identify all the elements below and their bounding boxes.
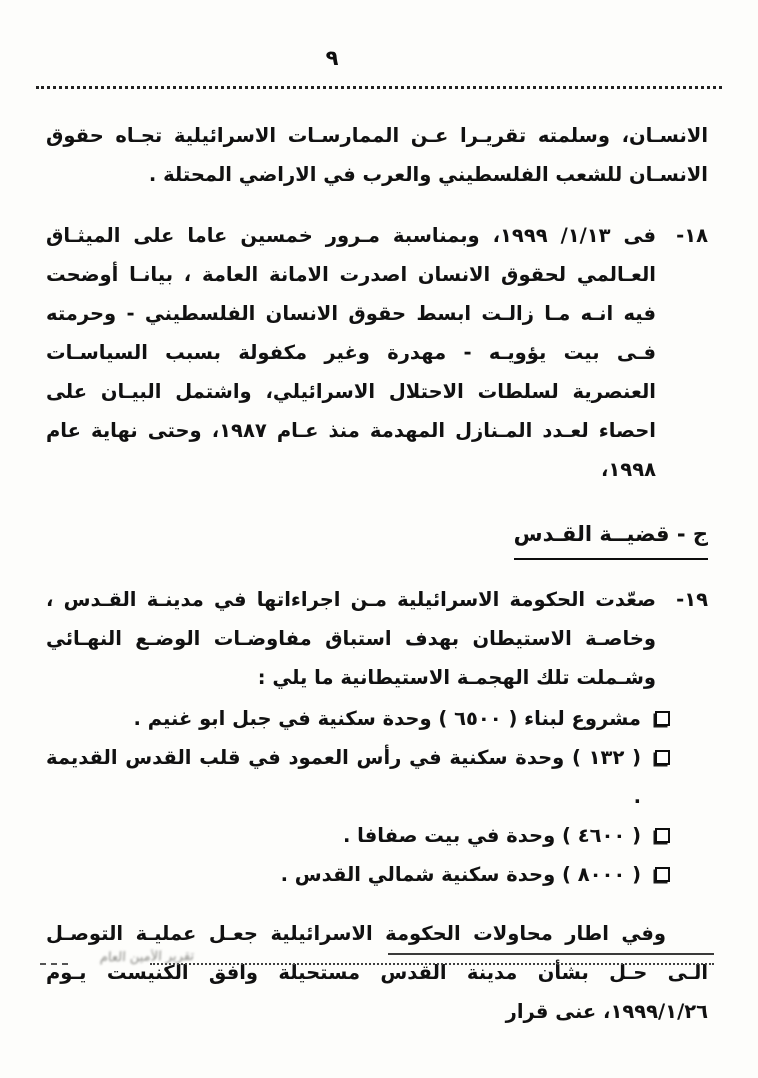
top-divider-rule: [36, 86, 722, 89]
bullet-list: [46, 699, 708, 894]
footer-stamp-text: تقرير الأمين العام: [99, 948, 195, 966]
square-bullet-icon: [655, 711, 670, 726]
paragraph-intro: الانسـان، وسلمته تقريـرا عـن الممارسـات الاسرائيلية تجـاه حقوق الانسـان للشعب الفلسطيني والعرب في الاراضي المحتلة .: [46, 124, 708, 186]
list-item: [46, 855, 670, 894]
list-item: [46, 699, 670, 738]
list-item: [46, 816, 670, 855]
numbered-item-19: [46, 580, 708, 697]
section-heading-jerusalem: ج - قضيــة القـدس: [514, 515, 708, 560]
square-bullet-icon: [655, 867, 670, 882]
item-18-marker: ١٨-: [676, 224, 708, 247]
paragraph-closing: وفي اطار محاولات الحكومة الاسرائيلية جعـل عمليـة التوصـل الـى حـل بشأن مدينة القدس مستحيلة وافق الكنيست يـوم ١٩٩٩/١/٢٦، عنى قرار: [46, 922, 708, 1023]
footer-solid-rule: [388, 953, 714, 955]
bullet-item-text: مشروع لبناء ( ٦٥٠٠ ) وحدة سكنية في جبل ابو غنيم .: [133, 707, 641, 730]
bullet-item-text: ( ٤٦٠٠ ) وحدة في بيت صفافا .: [342, 824, 641, 847]
square-bullet-icon: [655, 750, 670, 765]
list-item: [46, 738, 670, 816]
section-heading-wrap: [46, 515, 708, 560]
document-content: [46, 116, 708, 1053]
item-19-marker: ١٩-: [676, 588, 708, 611]
item-19-text: صعّدت الحكومة الاسرائيلية مـن اجراءاتها في مدينـة القـدس ، وخاصـة الاستيطان بهدف استباق مفاوضـات الوضـع النهـائي وشـملت تلك الهجمـة الاستيطانية ما يلي :: [46, 588, 656, 689]
square-bullet-icon: [655, 828, 670, 843]
bullet-item-text: ( ١٣٢ ) وحدة سكنية في رأس العمود في قلب القدس القديمة .: [46, 746, 641, 808]
page-number: ٩: [325, 46, 339, 70]
item-18-text: فى ١/١٣/ ١٩٩٩، وبمناسبة مـرور خمسين عاما على الميثـاق العـالمي لحقوق الانسان اصدرت الامانة العامة ، بيانـا أوضحت فيه انـه مـا زالـت ابسط حقوق الانسان الفلسطيني - وحرمته فـى بيت يؤويـه - مهدرة وغير مكفولة بسبب السياسـات العنصرية لسلطات الاحتلال الاسرائيلي، واشتمل البيـان على احصاء لعـدد المـنازل المهدمة منذ عـام ١٩٨٧، وحتى نهاية عام ١٩٩٨،: [46, 224, 656, 481]
numbered-item-18: [46, 216, 708, 489]
footer-dotted-rule: [150, 963, 714, 965]
bullet-item-text: ( ٨٠٠٠ ) وحدة سكنية شمالي القدس .: [280, 863, 641, 886]
